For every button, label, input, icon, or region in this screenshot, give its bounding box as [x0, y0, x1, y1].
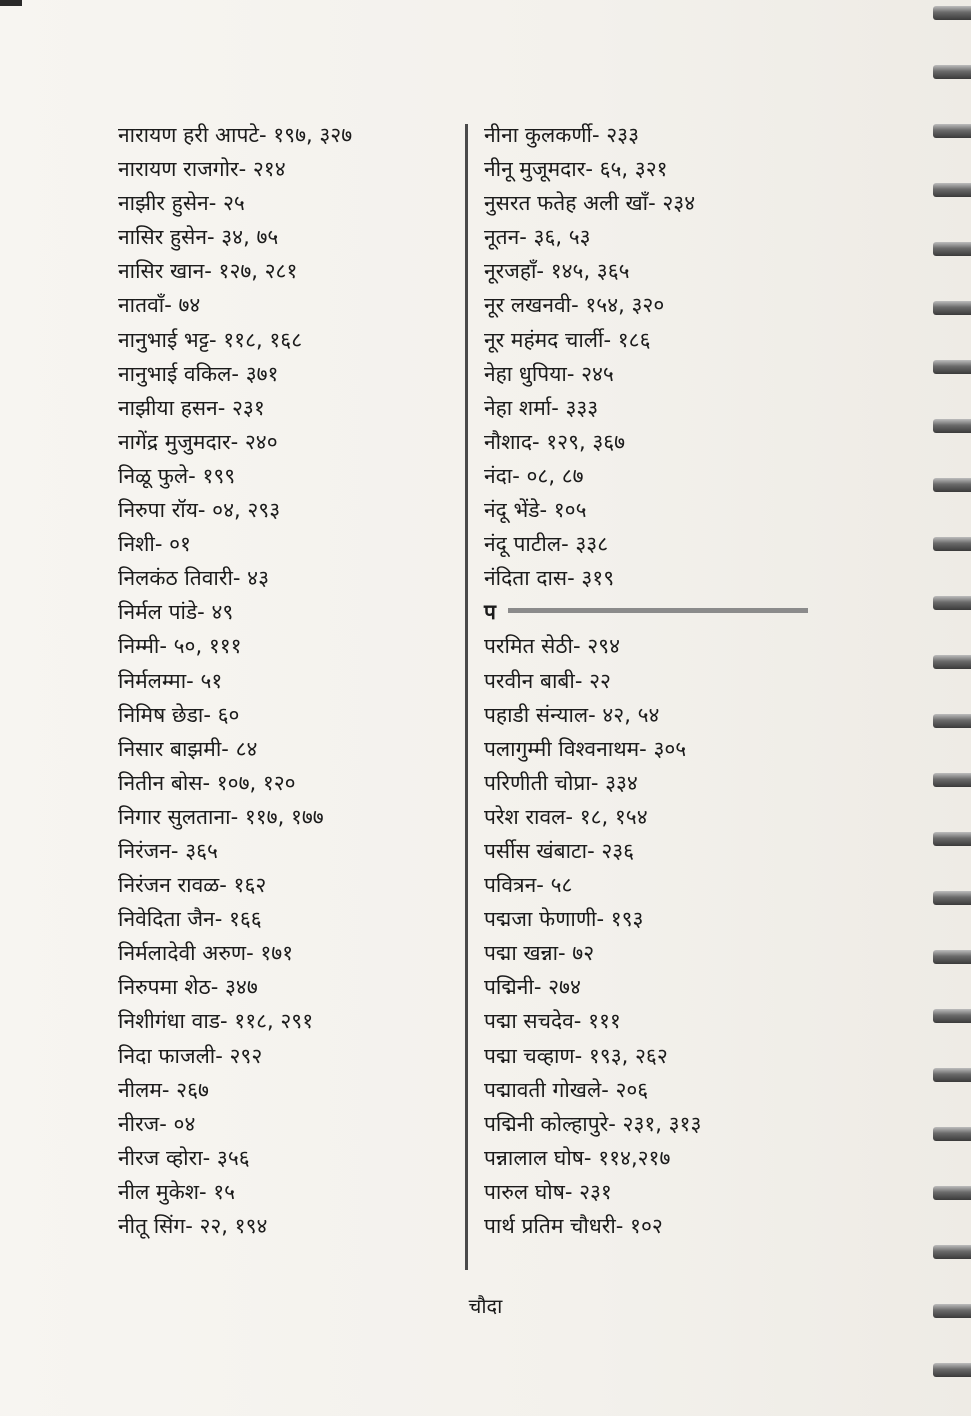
- index-entry: [484, 732, 814, 766]
- index-entry: [118, 1141, 458, 1175]
- index-entry: [118, 595, 458, 629]
- entry-separator: -: [231, 361, 246, 386]
- entry-separator: -: [591, 123, 607, 147]
- entry-name: निरंजन: [118, 838, 171, 863]
- entry-name: निर्मल पांडे: [118, 600, 198, 625]
- spiral-ring: [933, 1363, 971, 1377]
- index-entry: [118, 118, 458, 152]
- entry-separator: -: [230, 429, 245, 454]
- index-entry: [484, 1175, 814, 1209]
- spiral-ring: [933, 183, 971, 197]
- index-entry: [484, 527, 814, 561]
- entry-separator: -: [565, 804, 580, 829]
- index-entry: [118, 1004, 458, 1038]
- spiral-ring: [933, 124, 971, 138]
- entry-pages: २३१, ३१३: [622, 1111, 702, 1136]
- entry-separator: -: [639, 736, 654, 761]
- entry-name: पन्नालाल घोष: [484, 1145, 584, 1170]
- entry-pages: २३३: [606, 123, 640, 147]
- index-entry: [484, 288, 814, 322]
- entry-separator: -: [197, 498, 213, 523]
- spiral-ring: [933, 891, 971, 905]
- entry-pages: १५४, ३२०: [585, 293, 665, 318]
- spiral-ring: [933, 419, 971, 433]
- section-heading-pa: [484, 595, 814, 629]
- index-entry: [118, 1107, 458, 1141]
- entry-name: नंदिता दास: [484, 566, 568, 591]
- entry-pages: ३५६: [216, 1145, 250, 1170]
- entry-separator: -: [574, 668, 590, 693]
- entry-name: नीतू सिंग: [118, 1214, 186, 1238]
- entry-pages: १२९, ३६७: [546, 429, 626, 454]
- entry-separator: -: [564, 1179, 580, 1204]
- entry-pages: १९३, २६२: [588, 1043, 668, 1068]
- entry-pages: २९४: [587, 634, 621, 659]
- index-entry: [484, 118, 814, 152]
- entry-name: पारुल घोष: [484, 1179, 565, 1204]
- entry-pages: १७१: [260, 941, 294, 966]
- entry-pages: २१४: [252, 157, 286, 182]
- entry-name: निरंजन रावळ: [118, 873, 220, 898]
- index-entry: [484, 220, 814, 254]
- index-entry: [118, 1209, 458, 1243]
- entry-pages: १८६: [617, 327, 651, 352]
- entry-name: पलागुम्मी विश्वनाथम: [484, 736, 640, 761]
- entry-separator: -: [170, 838, 186, 863]
- entry-separator: -: [186, 668, 201, 693]
- entry-separator: -: [533, 975, 549, 1000]
- entry-name: पार्थ प्रतिम चौधरी: [484, 1214, 616, 1238]
- entry-pages: १६२: [233, 873, 267, 898]
- entry-pages: ०१: [169, 532, 191, 557]
- spiral-ring: [933, 655, 971, 669]
- entry-pages: २३१: [579, 1179, 612, 1204]
- entry-name: नीरज व्होरा: [118, 1145, 203, 1170]
- entry-separator: -: [202, 1145, 217, 1170]
- entry-name: निम्मी: [118, 634, 160, 659]
- entry-pages: १८, १५४: [579, 804, 648, 829]
- entry-pages: ११८, २९१: [234, 1009, 314, 1034]
- index-entry: [484, 561, 814, 595]
- entry-name: निगार सुलताना: [118, 804, 231, 829]
- entry-pages: १९७, ३२७: [273, 123, 353, 147]
- spiral-ring: [933, 832, 971, 846]
- index-entry: [118, 698, 458, 732]
- index-entry: [484, 698, 814, 732]
- entry-separator: -: [583, 1145, 599, 1170]
- entry-name: परिणीती चोप्रा: [484, 770, 591, 795]
- index-entry: [118, 357, 458, 391]
- index-entry: [484, 970, 814, 1004]
- index-entry: [484, 1141, 814, 1175]
- spiral-ring: [933, 1245, 971, 1259]
- index-entry: [118, 1175, 458, 1209]
- entry-name: नाझीर हुसेन: [118, 191, 209, 216]
- column-divider: [465, 124, 468, 1270]
- entry-separator: -: [208, 327, 224, 352]
- entry-pages: १९३: [610, 907, 644, 932]
- entry-separator: -: [566, 361, 582, 386]
- entry-name: नौशाद: [484, 429, 532, 454]
- index-entry: [118, 970, 458, 1004]
- entry-separator: -: [246, 941, 261, 966]
- entry-separator: -: [573, 1009, 589, 1034]
- index-entry: [484, 1073, 814, 1107]
- entry-separator: -: [551, 395, 566, 420]
- entry-name: नासिर खान: [118, 259, 205, 284]
- entry-separator: -: [204, 259, 219, 284]
- entry-separator: -: [202, 770, 217, 795]
- entry-separator: -: [608, 1111, 623, 1136]
- entry-name: नीलम: [118, 1077, 162, 1102]
- index-entry: [118, 1073, 458, 1107]
- entry-pages: ७४: [178, 293, 201, 318]
- entry-separator: -: [596, 907, 611, 932]
- index-entry: [118, 766, 458, 800]
- index-entry: [484, 425, 814, 459]
- entry-pages: १५: [213, 1179, 236, 1204]
- spiral-ring: [933, 596, 971, 610]
- entry-name: निळू फुले: [118, 463, 189, 488]
- index-entry: [118, 391, 458, 425]
- entry-name: परवीन बाबी: [484, 668, 575, 693]
- entry-name: नंदू पाटील: [484, 532, 562, 557]
- spiral-ring: [933, 537, 971, 551]
- entry-separator: -: [154, 532, 170, 557]
- index-entry: [484, 902, 814, 936]
- entry-pages: २९२: [229, 1043, 263, 1068]
- entry-name: निदा फाजली: [118, 1043, 216, 1068]
- entry-name: पद्मजा फेणाणी: [484, 907, 597, 932]
- section-letter: प: [484, 600, 496, 625]
- entry-pages: ४३: [247, 566, 269, 591]
- entry-name: नंदा: [484, 463, 513, 488]
- index-entry: [118, 493, 458, 527]
- spiral-ring: [933, 714, 971, 728]
- entry-name: नूतन: [484, 225, 520, 250]
- entry-name: निशी: [118, 532, 155, 557]
- entry-separator: -: [558, 941, 573, 966]
- entry-pages: ३०५: [653, 736, 687, 761]
- entry-pages: ११४,२१७: [598, 1145, 671, 1170]
- entry-name: नानुभाई वकिल: [118, 361, 232, 386]
- spiral-ring: [933, 1127, 971, 1141]
- index-column-right: [484, 118, 814, 1243]
- entry-separator: -: [587, 838, 602, 863]
- index-entry: [484, 493, 814, 527]
- index-entry: [118, 527, 458, 561]
- index-entry: [484, 323, 814, 357]
- index-entry: [484, 800, 814, 834]
- entry-pages: २४५: [581, 361, 614, 386]
- entry-name: पवित्रन: [484, 873, 537, 898]
- entry-name: पद्मिनी: [484, 975, 534, 1000]
- index-entry: [484, 1107, 814, 1141]
- index-entry: [118, 561, 458, 595]
- entry-pages: ३४७: [225, 975, 258, 1000]
- index-entry: [484, 152, 814, 186]
- entry-name: नागेंद्र मुजुमदार: [118, 429, 231, 454]
- spiral-ring: [933, 1009, 971, 1023]
- index-entry: [118, 902, 458, 936]
- entry-name: नील मुकेश: [118, 1179, 199, 1204]
- entry-separator: -: [648, 191, 663, 216]
- entry-name: निर्मलादेवी अरुण: [118, 941, 247, 966]
- entry-pages: ६५, ३२१: [599, 157, 668, 182]
- entry-pages: १६६: [228, 907, 262, 932]
- index-entry: [118, 800, 458, 834]
- entry-separator: -: [188, 463, 203, 488]
- entry-name: पद्मावती गोखले: [484, 1077, 602, 1102]
- entry-pages: ४२, ५४: [602, 702, 660, 727]
- entry-name: नूर लखनवी: [484, 293, 572, 318]
- entry-name: नाझीया हसन: [118, 395, 218, 420]
- index-entry: [118, 186, 458, 220]
- entry-separator: -: [573, 634, 588, 659]
- index-entry: [118, 664, 458, 698]
- index-entry: [484, 357, 814, 391]
- entry-pages: ३३३: [565, 395, 599, 420]
- entry-separator: -: [164, 293, 179, 318]
- entry-separator: -: [603, 327, 618, 352]
- entry-name: निरुपा रॉय: [118, 498, 198, 523]
- spiral-binding: [931, 0, 971, 1416]
- entry-pages: २३१: [231, 395, 265, 420]
- entry-separator: -: [585, 157, 600, 182]
- entry-pages: २२: [589, 668, 611, 693]
- entry-name: निर्मलम्मा: [118, 668, 187, 693]
- entry-name: नेहा शर्मा: [484, 395, 552, 420]
- spiral-ring: [933, 6, 971, 20]
- entry-name: नीना कुलकर्णी: [484, 123, 592, 147]
- entry-pages: २२, १९४: [199, 1214, 268, 1238]
- entry-separator: -: [214, 907, 229, 932]
- entry-pages: ७२: [572, 941, 595, 966]
- entry-pages: १०२: [630, 1214, 663, 1238]
- index-entry: [118, 459, 458, 493]
- entry-pages: ३७१: [245, 361, 279, 386]
- entry-name: नूर महंमद चार्ली: [484, 327, 604, 352]
- entry-separator: -: [159, 1111, 174, 1136]
- entry-separator: -: [232, 566, 248, 591]
- index-entry: [118, 425, 458, 459]
- entry-name: नुसरत फतेह अली खाँ: [484, 191, 649, 216]
- entry-name: निसार बाझमी: [118, 736, 222, 761]
- entry-name: पद्मा चव्हाण: [484, 1043, 575, 1068]
- index-entry: [484, 391, 814, 425]
- entry-separator: -: [571, 293, 586, 318]
- spiral-ring: [933, 301, 971, 315]
- index-entry: [118, 834, 458, 868]
- index-entry: [484, 936, 814, 970]
- entry-pages: २३४: [662, 191, 696, 216]
- entry-pages: ३४, ७५: [221, 225, 279, 250]
- index-entry: [484, 1209, 814, 1243]
- entry-pages: ३३४: [605, 770, 638, 795]
- entry-name: नानुभाई भट्ट: [118, 327, 209, 352]
- spiral-ring: [933, 1186, 971, 1200]
- entry-name: निशीगंधा वाड: [118, 1009, 221, 1034]
- entry-pages: ६०: [217, 702, 240, 727]
- spiral-ring: [933, 478, 971, 492]
- index-entry: [118, 868, 458, 902]
- index-entry: [484, 834, 814, 868]
- entry-name: निवेदिता जैन: [118, 907, 215, 932]
- entry-pages: ८४: [235, 736, 258, 761]
- spiral-ring: [933, 360, 971, 374]
- entry-separator: -: [588, 702, 603, 727]
- index-entry: [484, 254, 814, 288]
- entry-separator: -: [512, 463, 527, 488]
- entry-pages: ४९: [211, 600, 234, 625]
- index-entry: [118, 323, 458, 357]
- entry-pages: १९९: [202, 463, 236, 488]
- index-entry: [484, 766, 814, 800]
- entry-pages: ०४, २९३: [212, 498, 281, 523]
- entry-name: पद्मा सचदेव: [484, 1009, 574, 1034]
- spiral-ring: [933, 950, 971, 964]
- entry-name: पद्मा खन्ना: [484, 941, 559, 966]
- entry-pages: १४५, ३६५: [550, 259, 630, 284]
- entry-separator: -: [536, 259, 551, 284]
- entry-name: पहाडी संन्याल: [484, 702, 589, 727]
- entry-pages: ३६५: [185, 838, 218, 863]
- entry-pages: २४०: [244, 429, 278, 454]
- entry-pages: ३१९: [581, 566, 615, 591]
- entry-separator: -: [519, 225, 534, 250]
- index-entry: [118, 254, 458, 288]
- index-entry: [118, 629, 458, 663]
- index-group-na-continued: [484, 118, 814, 595]
- entry-pages: २३६: [601, 838, 635, 863]
- entry-separator: -: [208, 191, 223, 216]
- entry-pages: २७४: [548, 975, 581, 1000]
- spiral-ring: [933, 242, 971, 256]
- entry-separator: -: [161, 1077, 177, 1102]
- entry-separator: -: [219, 873, 234, 898]
- entry-separator: -: [601, 1077, 616, 1102]
- entry-separator: -: [259, 123, 274, 147]
- entry-name: नातवाँ: [118, 293, 165, 318]
- entry-name: नितीन बोस: [118, 770, 203, 795]
- index-group-pa: [484, 629, 814, 1243]
- entry-pages: २५: [222, 191, 245, 216]
- entry-name: पद्मिनी कोल्हापुरे: [484, 1111, 609, 1136]
- index-entry: [484, 664, 814, 698]
- entry-separator: -: [198, 1179, 214, 1204]
- entry-pages: १२७, २८१: [218, 259, 298, 284]
- entry-separator: -: [207, 225, 222, 250]
- entry-name: नेहा धुपिया: [484, 361, 567, 386]
- entry-pages: ११८, १६८: [223, 327, 303, 352]
- entry-name: नीरज: [118, 1111, 160, 1136]
- spiral-ring: [933, 65, 971, 79]
- index-entry: [118, 1039, 458, 1073]
- entry-pages: ३३८: [575, 532, 609, 557]
- page-number: चौदा: [468, 1294, 503, 1318]
- entry-separator: -: [159, 634, 174, 659]
- entry-name: परेश रावल: [484, 804, 566, 829]
- entry-separator: -: [539, 498, 554, 523]
- entry-separator: -: [230, 804, 245, 829]
- entry-separator: -: [203, 702, 218, 727]
- index-entry: [118, 152, 458, 186]
- entry-pages: ३६, ५३: [533, 225, 591, 250]
- entry-name: नंदू भेंडे: [484, 498, 540, 523]
- entry-separator: -: [574, 1043, 589, 1068]
- entry-separator: -: [197, 600, 212, 625]
- entry-name: नासिर हुसेन: [118, 225, 207, 250]
- index-entry: [484, 186, 814, 220]
- entry-name: नीनू मुजूमदार: [484, 157, 586, 182]
- index-column-left: [118, 118, 458, 1243]
- index-entry: [484, 1039, 814, 1073]
- index-entry: [118, 732, 458, 766]
- entry-name: नूरजहाँ: [484, 259, 537, 284]
- top-edge-mark: [0, 0, 22, 6]
- entry-pages: ०४: [173, 1111, 196, 1136]
- entry-name: परमित सेठी: [484, 634, 573, 659]
- index-entry: [484, 459, 814, 493]
- entry-separator: -: [615, 1214, 631, 1238]
- spiral-ring: [933, 773, 971, 787]
- entry-name: पर्सीस खंबाटा: [484, 838, 588, 863]
- entry-name: नारायण हरी आपटे: [118, 123, 259, 147]
- entry-pages: ५८: [550, 873, 573, 898]
- section-rule: [508, 608, 808, 613]
- index-entry: [118, 936, 458, 970]
- index-entry: [484, 629, 814, 663]
- entry-separator: -: [238, 157, 253, 182]
- entry-name: निलकंठ तिवारी: [118, 566, 233, 591]
- index-entry: [484, 1004, 814, 1038]
- entry-separator: -: [561, 532, 576, 557]
- entry-pages: १०५: [553, 498, 587, 523]
- entry-name: निमिष छेडा: [118, 702, 204, 727]
- entry-separator: -: [590, 770, 606, 795]
- entry-separator: -: [531, 429, 547, 454]
- entry-name: नारायण राजगोर: [118, 157, 239, 182]
- entry-separator: -: [221, 736, 236, 761]
- entry-separator: -: [185, 1214, 200, 1238]
- index-entry: [484, 868, 814, 902]
- entry-pages: ११७, १७७: [244, 804, 324, 829]
- entry-pages: ०८, ८७: [526, 463, 584, 488]
- spiral-ring: [933, 1304, 971, 1318]
- entry-pages: २०६: [615, 1077, 649, 1102]
- entry-pages: १०७, १२०: [216, 770, 296, 795]
- index-entry: [118, 220, 458, 254]
- entry-pages: ५०, १११: [173, 634, 242, 659]
- entry-separator: -: [215, 1043, 230, 1068]
- entry-separator: -: [210, 975, 225, 1000]
- entry-separator: -: [217, 395, 232, 420]
- index-entry: [118, 288, 458, 322]
- entry-name: निरुपमा शेठ: [118, 975, 211, 1000]
- entry-separator: -: [567, 566, 582, 591]
- entry-pages: १११: [588, 1009, 621, 1034]
- entry-separator: -: [536, 873, 551, 898]
- entry-pages: ५१: [200, 668, 223, 693]
- entry-separator: -: [220, 1009, 235, 1034]
- spiral-ring: [933, 1068, 971, 1082]
- entry-pages: २६७: [176, 1077, 209, 1102]
